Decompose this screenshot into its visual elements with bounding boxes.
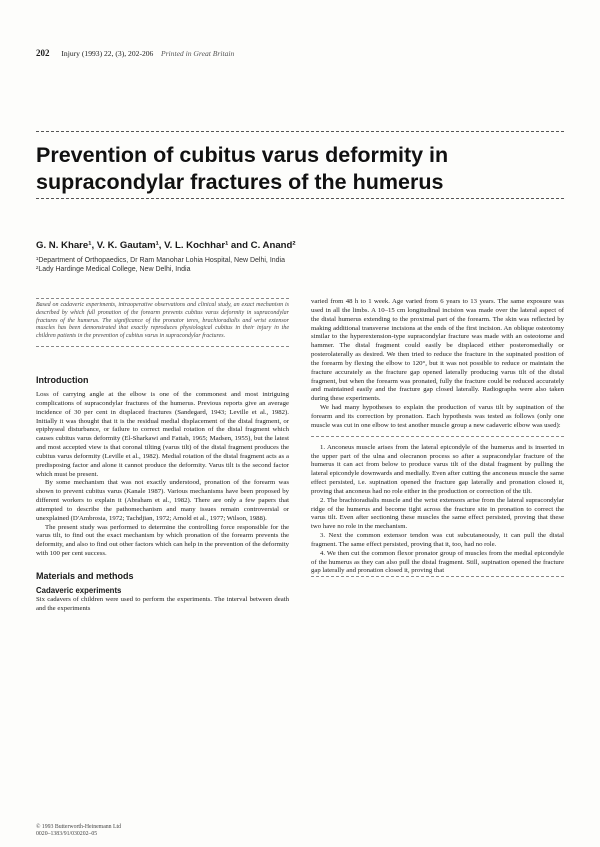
experiment-list: [311, 436, 564, 578]
publisher-note: Printed in Great Britain: [160, 49, 235, 58]
experiment-item-3: 3. Next the common extensor tendon was cut subcutaneously, it can pull the distal fragment. The same effect persisted, proving that it, too, had no role.: [311, 532, 564, 548]
intro-paragraph-1: Loss of carrying angle at the elbow is one of the commonest and most intriguing complications of supracondylar fractures of the humerus. Previous reports give an average incidence of 30 per cent in displaced fractures (Sandegard, 1943; Leville et al., 1982). Initially it was thought that it is the residual medial displacement of the distal fragment, or epiphyseal disturbance, or failure to correct medial rotation of the distal fragment which causes cubitus varus deformity (El-Sharkawi and Fattah, 1965; Madsen, 1955), but the latest and most accepted view is that coronal tilting (varus tilt) of the distal fragment produces the cubitus varus deformity (Leville et al., 1982). Medial rotation of the distal fragment acts as a predisposing factor and alone it cannot produce the deformity. Varus tilt is the second factor which must be present.: [36, 390, 289, 478]
affiliation-1: ¹Department of Orthopaedics, Dr Ram Manohar Lohia Hospital, New Delhi, India: [36, 257, 286, 264]
issn-line: 0020–1383/91/030202–05: [36, 831, 98, 838]
right-paragraph-1: varied from 48 h to 1 week. Age varied from 6 years to 13 years. The same exposure was used in all the limbs. A 10–15 cm longitudinal incision was made over the lateral aspect of the distal humerus extending to the proximal part of the forearm. The skin was reflected by making additional transverse incisions at the ends of the first incision. An oblique osteotomy similar to the hyperextension-type supracondylar fracture was made with an osteotome and hammer. The distal fragment could easily be displaced either posteromedially or posterolaterally as desired. We then tried to reduce the fracture in the supinated position of the forearm by flexing the elbow to 120°, but it was not possible to reduce or maintain the fracture accurately as the fracture gap opened laterally producing varus tilt of the distal fragment, but when the forearm was pronated, fully the fracture could be reduced accurately and maintained easily and the fracture gap closed laterally. Radiographs were also taken during these experiments.: [311, 298, 564, 403]
page-number: 202: [36, 48, 50, 58]
intro-paragraph-2: By some mechanism that was not exactly understood, pronation of the forearm was shown to prevent cubitus varus (Kanale 1987). Various mechanisms have been proposed by different workers to explain it (Abraham et al., 1982). There are only a few papers that attempted to describe the pathomechanism and many issues remain controversial or unexplained (D'Ambrosia, 1972; Tachdjian, 1972; Arnold et al., 1977; Wilson, 1988).: [36, 479, 289, 522]
introduction-heading: Introduction: [36, 374, 89, 385]
copyright-line: © 1993 Butterworth-Heinemann Ltd: [36, 824, 122, 830]
intro-paragraph-3: The present study was performed to determine the controlling force responsible for the varus tilt, to find out the exact mechanism by which pronation of the forearm prevents the deformity, and also to find out other factors which can help in the prevention of the deformity with 100 per cent success.: [36, 523, 289, 558]
right-paragraph-2: We had many hypotheses to explain the production of varus tilt by supination of the forearm and its correction by pronation. Each hypothesis was tested as follows (only one muscle was cut in one elbow to test another muscle group a new cadaveric elbow was used):: [311, 404, 564, 429]
journal-citation: Injury (1993) 22, (3), 202-206: [61, 49, 154, 58]
experiment-item-2: 2. The brachioradialis muscle and the wrist extensors arise from the lateral supracondylar ridge of the humerus and become tight across the fracture site in pronation to correct the varus tilt. Even after sectioning these muscles the same effect persisted, proving that these two have no role in the mechanism.: [311, 496, 564, 531]
cadaveric-subheading: Cadaveric experiments: [36, 586, 122, 596]
methods-heading: Materials and methods: [36, 571, 134, 582]
author-list: G. N. Khare¹, V. K. Gautam¹, V. L. Kochhar¹ and C. Anand²: [36, 240, 296, 251]
experiment-item-1: 1. Anconeus muscle arises from the lateral epicondyle of the humerus and is inserted in the upper part of the ulna and olecranon process so after a supracondylar fracture of the humerus it can act from below to produce varus tilt of the distal fragment by pulling the lateral epicondyle downwards and medially. Even after cutting the anconeus muscle the same effect persisted, i.e. supination opened the fracture gap laterally and pronation closed it, proving that anconeus had no role either in the production or correction of the tilt.: [311, 443, 564, 495]
left-column: [36, 298, 289, 614]
title-bottom-rule: [36, 198, 564, 199]
methods-paragraph: Six cadavers of children were used to perform the experiments. The interval between death and the experiments: [36, 596, 289, 612]
title-top-rule: [36, 131, 564, 132]
right-column: [311, 298, 564, 577]
experiment-item-4: 4. We then cut the common flexor pronator group of muscles from the medial epicondyle of the humerus as they can also pull the distal fragment. Still, supination opened the fracture gap laterally and pronation closed it, proving that: [311, 549, 564, 575]
copyright-footer: [36, 824, 296, 839]
abstract-box: [36, 298, 289, 347]
affiliation-2: ²Lady Hardinge Medical College, New Delhi, India: [36, 266, 191, 273]
running-head: [36, 48, 556, 59]
article-title: Prevention of cubitus varus deformity in supracondylar fractures of the humerus: [36, 143, 449, 194]
abstract-text: Based on cadaveric experiments, intraoperative observations and clinical study, an exact mechanism is described by which full pronation of the forearm prevents cubitus varus deformity in supracondylar fractures of the humerus. The significance of the pronator teres, brachioradialis and wrist extensor muscles has been demonstrated that exactly reproduces physiological cubitus in their injury in the children patients in the prevention of cubitus varus in supracondylar fractures.: [36, 302, 289, 340]
